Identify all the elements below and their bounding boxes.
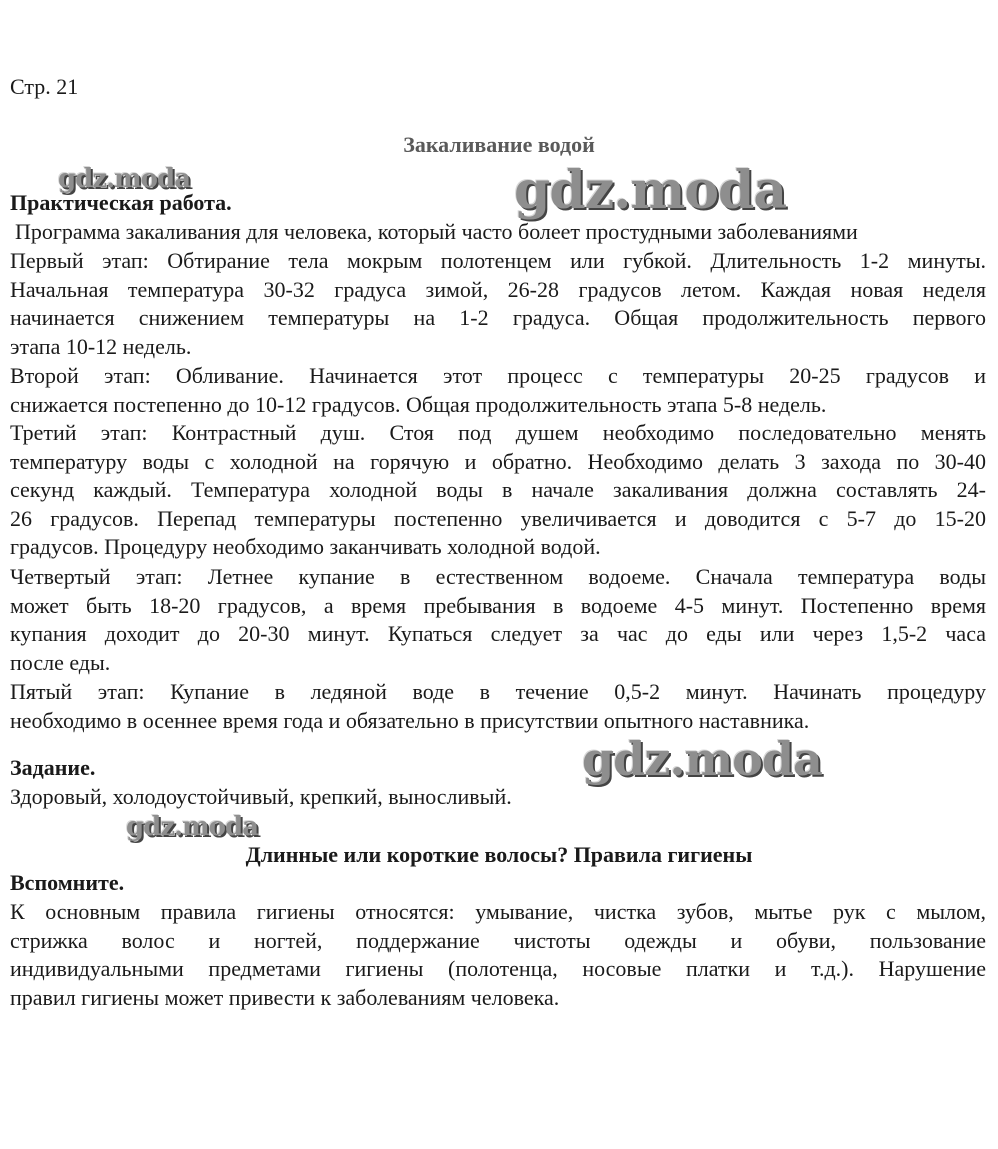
stage-4-paragraph — [10, 563, 986, 677]
watermark-logo: gdz.moda — [582, 732, 822, 786]
heading-remember: Вспомните. — [10, 870, 125, 895]
text-line: необходимо в осеннее время года и обязательно в присутствии опытного наставника. — [10, 707, 810, 733]
text-line: 26 градусов. Перепад температуры постепенно увеличивается и доводится с 5-7 до 15-20 — [10, 505, 986, 531]
section-title-hardening: Закаливание водой — [403, 132, 595, 157]
text-line: купания доходит до 20-30 минут. Купаться следует за час до еды или через 1,5-2 часа — [10, 621, 986, 647]
section-title-hair-hygiene: Длинные или короткие волосы? Правила гигиены — [245, 842, 753, 867]
remember-paragraph — [10, 898, 986, 1012]
stage-3-paragraph — [10, 419, 986, 562]
watermark-logo: gdz.moda — [58, 164, 191, 194]
text-line: Четвертый этап: Летнее купание в естественном водоеме. Сначала температура воды — [10, 564, 986, 589]
text-line: Начальная температура 30-32 градуса зимой, 26-28 градусов летом. Каждая новая неделя — [10, 276, 986, 302]
watermark-logo: gdz.moda — [126, 812, 259, 842]
text-line: Пятый этап: Купание в ледяной воде в течение 0,5-2 минут. Начинать процедуру — [10, 679, 986, 704]
intro-line: Программа закаливания для человека, который часто болеет простудными заболеваниями — [15, 219, 858, 244]
task-answer-paragraph — [10, 783, 986, 812]
text-line: может быть 18-20 градусов, а время пребывания в водоеме 4-5 минут. Постепенно время — [10, 592, 986, 618]
text-line: индивидуальными предметами гигиены (полотенца, носовые платки и т.д.). Нарушение — [10, 956, 986, 982]
page-number: Стр. 21 — [10, 74, 79, 99]
text-line: стрижка волос и ногтей, поддержание чистоты одежды и обуви, пользование — [10, 927, 986, 953]
text-line: градусов. Процедуру необходимо заканчивать холодной водой. — [10, 534, 601, 560]
heading-practical-work: Практическая работа. — [10, 190, 232, 215]
text-line: К основным правила гигиены относятся: умывание, чистка зубов, мытье рук с мылом, — [10, 899, 986, 924]
stage-2-paragraph — [10, 362, 986, 419]
text-line: Третий этап: Контрастный душ. Стоя под душем необходимо последовательно менять — [10, 420, 986, 445]
watermark-logo: gdz.moda — [514, 160, 787, 221]
text-line: после еды. — [10, 649, 111, 675]
text-line: этапа 10-12 недель. — [10, 333, 192, 359]
text-line: Первый этап: Обтирание тела мокрым полотенцем или губкой. Длительность 1-2 минуты. — [10, 248, 986, 273]
stage-1-paragraph — [10, 247, 986, 361]
text-line: начинается снижением температуры на 1-2 градуса. Общая продолжительность первого — [10, 305, 986, 331]
stage-5-paragraph — [10, 678, 986, 735]
text-line: Второй этап: Обливание. Начинается этот процесс с температуры 20-25 градусов и — [10, 363, 986, 388]
text-line: температуру воды с холодной на горячую и обратно. Необходимо делать 3 захода по 30-40 — [10, 448, 986, 474]
text-line: секунд каждый. Температура холодной воды в начале закаливания должна составлять 24- — [10, 477, 986, 503]
task-answer: Здоровый, холодоустойчивый, крепкий, выносливый. — [10, 784, 512, 809]
intro-paragraph — [10, 218, 986, 247]
heading-task: Задание. — [10, 755, 96, 780]
text-line: правил гигиены может привести к заболеваниям человека. — [10, 984, 560, 1010]
text-line: снижается постепенно до 10-12 градусов. Общая продолжительность этапа 5-8 недель. — [10, 391, 827, 417]
